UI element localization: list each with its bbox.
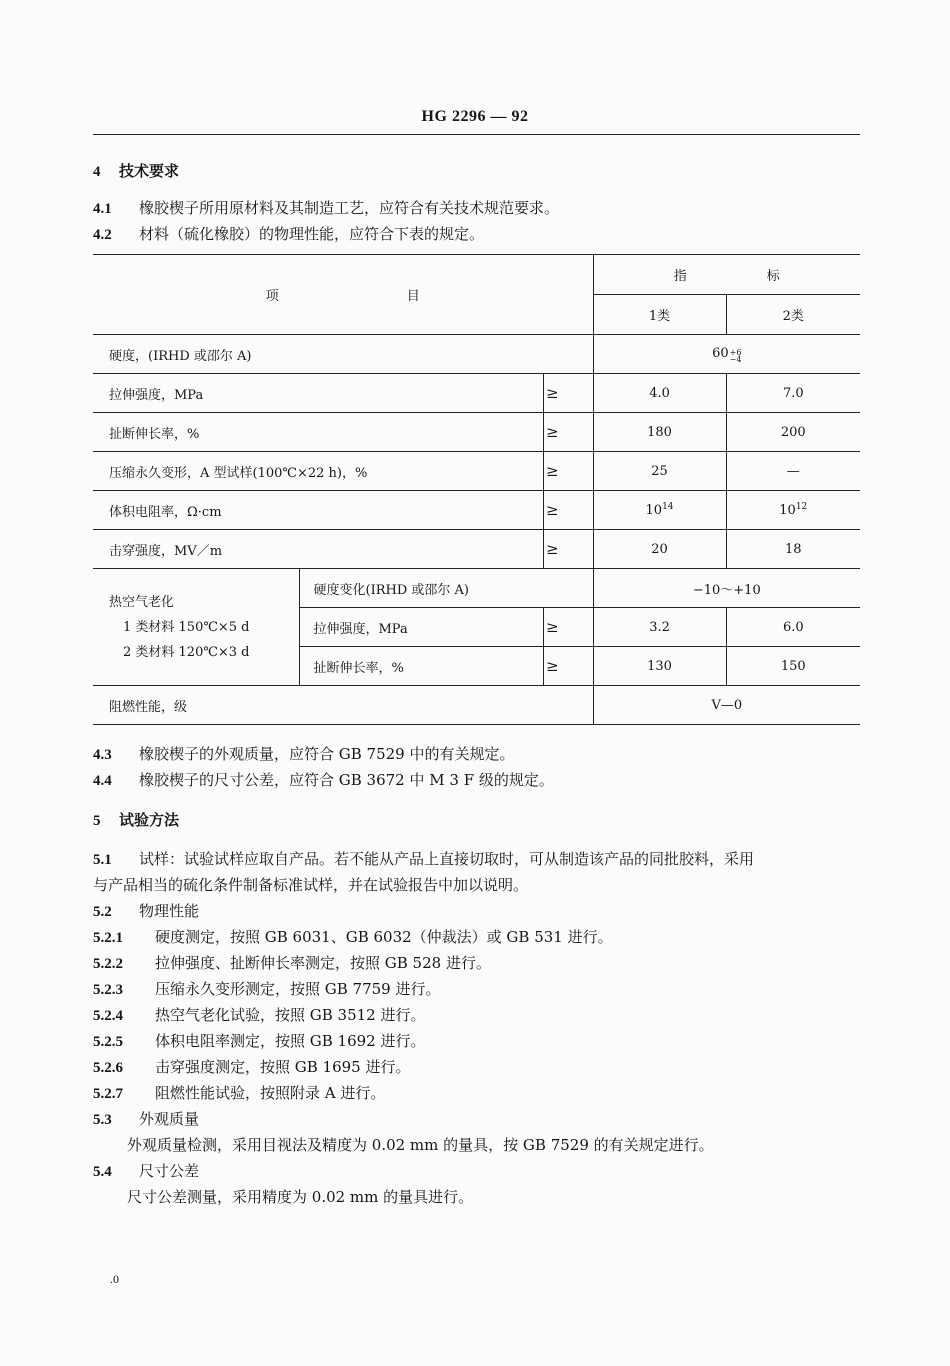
table-row [93, 374, 860, 413]
class-2-value: — [726, 452, 860, 491]
ge-symbol: ≥ [543, 452, 593, 491]
aging-condition-class-2: 2 类材料 120℃×3 d [123, 644, 250, 660]
section-title: 试验方法 [119, 811, 180, 829]
table-row [93, 413, 860, 452]
clause-5-2-4 [93, 1004, 426, 1025]
ge-symbol: ≥ [543, 530, 593, 569]
row-label: 拉伸强度，MPa [299, 608, 543, 647]
hardness-value: 60 +6 −4 [593, 335, 860, 374]
section-4-heading [93, 160, 179, 181]
table-row [93, 335, 860, 374]
section-number: 4 [93, 164, 101, 180]
column-header-class-2: 2类 [726, 295, 860, 335]
table-row [93, 491, 860, 530]
clause-number: 4.1 [93, 201, 112, 217]
clause-number: 5.3 [93, 1112, 112, 1128]
clause-5-2-6 [93, 1056, 411, 1077]
class-2-value: 18 [726, 530, 860, 569]
page-number: .0 [110, 1272, 119, 1286]
physical-properties-table [93, 254, 860, 725]
clause-text: 橡胶楔子的外观质量，应符合 GB 7529 中的有关规定。 [139, 745, 515, 763]
ge-symbol: ≥ [543, 647, 593, 686]
class-2-value: 7.0 [726, 374, 860, 413]
clause-5-2-1 [93, 926, 613, 947]
clause-4-3 [93, 743, 515, 764]
clause-text: 橡胶楔子的尺寸公差，应符合 GB 3672 中 M 3 F 级的规定。 [139, 771, 554, 789]
clause-4-2 [93, 223, 484, 244]
clause-number: 5.2.7 [93, 1086, 123, 1102]
clause-number: 5.4 [93, 1164, 112, 1180]
row-label: 拉伸强度，MPa [93, 374, 543, 413]
clause-5-1 [93, 848, 754, 869]
clause-5-3-body: 外观质量检测，采用目视法及精度为 0.02 mm 的量具，按 GB 7529 的有关规定进行。 [127, 1136, 714, 1154]
clause-number: 5.2.5 [93, 1034, 123, 1050]
table-row [93, 569, 860, 608]
clause-text: 试样：试验试样应取自产品。若不能从产品上直接切取时，可从制造该产品的同批胶料，采用 [139, 850, 755, 868]
clause-number: 5.2 [93, 904, 112, 920]
clause-text: 橡胶楔子所用原材料及其制造工艺，应符合有关技术规范要求。 [139, 199, 560, 217]
class-2-value: 150 [726, 647, 860, 686]
clause-text: 外观质量 [139, 1110, 200, 1128]
class-2-value: 200 [726, 413, 860, 452]
clause-5-1-continued: 与产品相当的硫化条件制备标准试样，并在试验报告中加以说明。 [93, 876, 529, 894]
ge-symbol: ≥ [543, 374, 593, 413]
section-5-heading [93, 809, 179, 830]
clause-text: 物理性能 [139, 902, 200, 920]
class-1-value: $10^{14}$ [593, 491, 726, 530]
aging-conditions [93, 569, 299, 686]
table-row [93, 530, 860, 569]
row-label: 阻燃性能，级 [93, 686, 593, 725]
class-1-value: 4.0 [593, 374, 726, 413]
class-2-value: 6.0 [726, 608, 860, 647]
aging-label: 热空气老化 [109, 594, 175, 610]
hardness-change-value: −10～+10 [593, 569, 860, 608]
row-label: 压缩永久变形，A 型试样(100℃×22 h)，% [93, 452, 543, 491]
column-header-class-1: 1类 [593, 295, 726, 335]
header-rule [93, 134, 860, 135]
class-2-value: $10^{12}$ [726, 491, 860, 530]
row-label: 硬度变化(IRHD 或邵尔 A) [299, 569, 593, 608]
clause-4-4 [93, 769, 554, 790]
clause-5-2-3 [93, 978, 441, 999]
clause-text: 硬度测定，按照 GB 6031、GB 6032（仲裁法）或 GB 531 进行。 [155, 928, 613, 946]
row-label: 硬度，(IRHD 或邵尔 A) [93, 335, 593, 374]
clause-5-2-5 [93, 1030, 426, 1051]
ge-symbol: ≥ [543, 608, 593, 647]
clause-number: 5.2.6 [93, 1060, 123, 1076]
section-number: 5 [93, 813, 101, 829]
row-label: 击穿强度，MV／m [93, 530, 543, 569]
clause-number: 5.1 [93, 852, 112, 868]
table-head-row [93, 255, 860, 295]
table-row [93, 686, 860, 725]
column-header-item: 项 目 [93, 255, 593, 335]
clause-5-2-7 [93, 1082, 385, 1103]
clause-text: 尺寸公差 [139, 1162, 200, 1180]
clause-number: 5.2.3 [93, 982, 123, 998]
class-1-value: 180 [593, 413, 726, 452]
clause-5-4 [93, 1160, 199, 1181]
section-title: 技术要求 [119, 162, 180, 180]
clause-text: 热空气老化试验，按照 GB 3512 进行。 [155, 1006, 426, 1024]
ge-symbol: ≥ [543, 491, 593, 530]
header-standard-number: HG 2296 — 92 [421, 108, 529, 125]
clause-text: 拉伸强度、扯断伸长率测定，按照 GB 528 进行。 [155, 954, 491, 972]
clause-number: 5.2.4 [93, 1008, 123, 1024]
class-1-value: 20 [593, 530, 726, 569]
aging-condition-class-1: 1 类材料 150℃×5 d [123, 619, 250, 635]
clause-number: 4.3 [93, 747, 112, 763]
column-header-index: 指 标 [593, 255, 860, 295]
class-1-value: 130 [593, 647, 726, 686]
flame-value: V—0 [593, 686, 860, 725]
row-label: 扯断伸长率，% [93, 413, 543, 452]
table-row [93, 452, 860, 491]
clause-text: 压缩永久变形测定，按照 GB 7759 进行。 [155, 980, 441, 998]
clause-number: 5.2.2 [93, 956, 123, 972]
row-label: 扯断伸长率，% [299, 647, 543, 686]
clause-5-4-body: 尺寸公差测量，采用精度为 0.02 mm 的量具进行。 [127, 1188, 474, 1206]
clause-text: 击穿强度测定，按照 GB 1695 进行。 [155, 1058, 411, 1076]
clause-5-2-2 [93, 952, 491, 973]
clause-number: 5.2.1 [93, 930, 123, 946]
class-1-value: 3.2 [593, 608, 726, 647]
class-1-value: 25 [593, 452, 726, 491]
row-label: 体积电阻率，Ω·cm [93, 491, 543, 530]
ge-symbol: ≥ [543, 413, 593, 452]
clause-text: 体积电阻率测定，按照 GB 1692 进行。 [155, 1032, 426, 1050]
clause-text: 材料（硫化橡胶）的物理性能，应符合下表的规定。 [139, 225, 485, 243]
clause-number: 4.2 [93, 227, 112, 243]
clause-5-2 [93, 900, 199, 921]
clause-5-3 [93, 1108, 199, 1129]
clause-4-1 [93, 197, 559, 218]
clause-text: 阻燃性能试验，按照附录 A 进行。 [155, 1084, 386, 1102]
clause-number: 4.4 [93, 773, 112, 789]
